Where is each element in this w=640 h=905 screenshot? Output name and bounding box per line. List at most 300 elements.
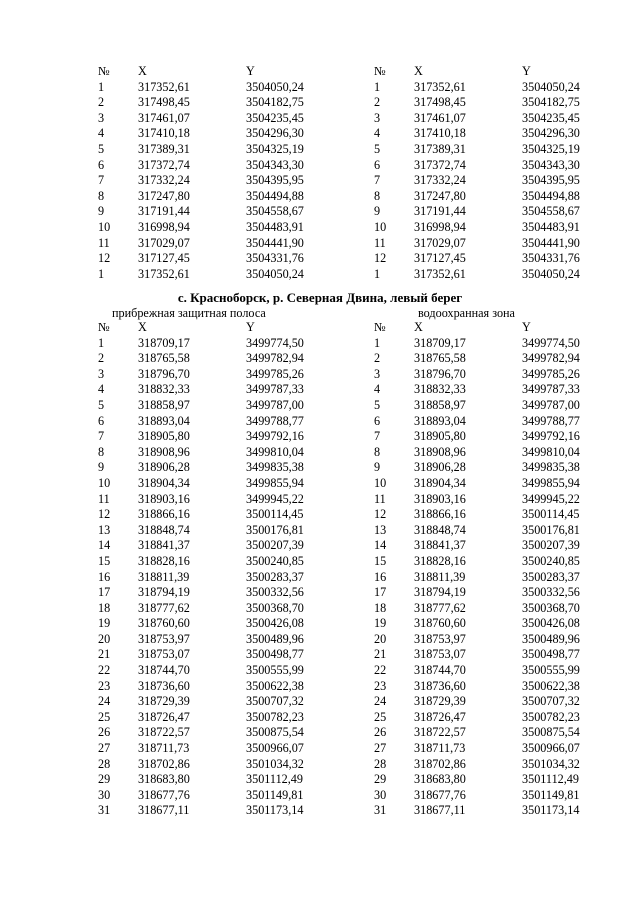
point-number: 9 <box>98 204 105 219</box>
point-number: 11 <box>374 235 386 250</box>
table-row <box>98 803 346 819</box>
point-number: 2 <box>374 95 381 110</box>
point-number: 27 <box>98 741 111 756</box>
x-coordinate: 317389,31 <box>138 141 190 156</box>
table-row <box>98 507 346 523</box>
point-number: 17 <box>98 585 111 600</box>
x-coordinate: 318858,97 <box>414 397 466 412</box>
table-row <box>374 679 622 695</box>
y-coordinate: 3500332,56 <box>522 585 580 600</box>
table-row <box>374 507 622 523</box>
point-number: 2 <box>374 351 381 366</box>
x-coordinate: 318832,33 <box>414 382 466 397</box>
y-coordinate: 3500782,23 <box>522 709 580 724</box>
table-row <box>98 414 346 430</box>
table-row <box>374 251 622 267</box>
y-coordinate: 3499810,04 <box>246 444 304 459</box>
y-coordinate: 3499788,77 <box>522 413 580 428</box>
y-coordinate: 3504343,30 <box>522 157 580 172</box>
y-coordinate: 3499810,04 <box>522 444 580 459</box>
x-coordinate: 318841,37 <box>138 538 190 553</box>
table-row <box>98 616 346 632</box>
x-coordinate: 318777,62 <box>414 600 466 615</box>
x-coordinate: 318736,60 <box>414 678 466 693</box>
y-coordinate: 3499855,94 <box>246 475 304 490</box>
x-coordinate: 318753,97 <box>414 631 466 646</box>
point-number: 18 <box>374 600 387 615</box>
header-number: № <box>98 320 110 334</box>
point-number: 25 <box>98 709 111 724</box>
y-coordinate: 3504558,67 <box>522 204 580 219</box>
point-number: 20 <box>374 631 387 646</box>
point-number: 30 <box>98 787 111 802</box>
x-coordinate: 318677,11 <box>138 803 190 818</box>
table-row <box>374 336 622 352</box>
table-row <box>374 694 622 710</box>
y-coordinate: 3500240,85 <box>246 553 304 568</box>
point-number: 4 <box>374 126 381 141</box>
point-number: 25 <box>374 709 387 724</box>
header-number: № <box>374 320 386 334</box>
header-y: Y <box>522 320 531 334</box>
y-coordinate: 3499787,33 <box>522 382 580 397</box>
left-table-subtitle: прибрежная защитная полоса <box>112 306 266 320</box>
header-x: X <box>414 320 423 334</box>
x-coordinate: 317352,61 <box>138 79 190 94</box>
x-coordinate: 318765,58 <box>138 351 190 366</box>
point-number: 7 <box>374 173 381 188</box>
x-coordinate: 316998,94 <box>138 219 190 234</box>
table-row <box>98 80 346 96</box>
header-x: X <box>138 320 147 334</box>
point-number: 13 <box>98 522 111 537</box>
table-row <box>374 601 622 617</box>
y-coordinate: 3499787,33 <box>246 382 304 397</box>
y-coordinate: 3504325,19 <box>522 141 580 156</box>
y-coordinate: 3501173,14 <box>522 803 580 818</box>
table-row <box>374 538 622 554</box>
point-number: 1 <box>98 335 105 350</box>
x-coordinate: 318903,16 <box>138 491 190 506</box>
y-coordinate: 3500966,07 <box>246 741 304 756</box>
y-coordinate: 3500966,07 <box>522 741 580 756</box>
x-coordinate: 317389,31 <box>414 141 466 156</box>
y-coordinate: 3500498,77 <box>246 647 304 662</box>
x-coordinate: 318711,73 <box>138 741 190 756</box>
point-number: 1 <box>98 79 105 94</box>
y-coordinate: 3500114,45 <box>522 507 580 522</box>
x-coordinate: 318702,86 <box>414 756 466 771</box>
x-coordinate: 317352,61 <box>414 266 466 281</box>
header-x: X <box>414 64 423 78</box>
x-coordinate: 317029,07 <box>414 235 466 250</box>
table-row <box>374 460 622 476</box>
table-row <box>98 476 346 492</box>
table-row <box>374 585 622 601</box>
point-number: 26 <box>374 725 387 740</box>
table-row <box>374 111 622 127</box>
y-coordinate: 3500875,54 <box>522 725 580 740</box>
table-row <box>98 663 346 679</box>
table-row <box>98 585 346 601</box>
y-coordinate: 3499945,22 <box>246 491 304 506</box>
y-coordinate: 3501149,81 <box>522 787 580 802</box>
y-coordinate: 3501034,32 <box>522 756 580 771</box>
x-coordinate: 318726,47 <box>414 709 466 724</box>
y-coordinate: 3500240,85 <box>522 553 580 568</box>
y-coordinate: 3500368,70 <box>522 600 580 615</box>
point-number: 16 <box>98 569 111 584</box>
table-row <box>374 523 622 539</box>
y-coordinate: 3501112,49 <box>246 772 303 787</box>
table-row <box>98 398 346 414</box>
y-coordinate: 3500176,81 <box>246 522 304 537</box>
y-coordinate: 3499945,22 <box>522 491 580 506</box>
table-row <box>374 367 622 383</box>
y-coordinate: 3504483,91 <box>246 219 304 234</box>
table-row <box>98 788 346 804</box>
table-row <box>374 414 622 430</box>
point-number: 2 <box>98 351 105 366</box>
x-coordinate: 318811,39 <box>414 569 466 584</box>
y-coordinate: 3504331,76 <box>246 251 304 266</box>
x-coordinate: 318683,80 <box>138 772 190 787</box>
point-number: 26 <box>98 725 111 740</box>
y-coordinate: 3504050,24 <box>246 266 304 281</box>
table-row <box>374 788 622 804</box>
table-row <box>98 445 346 461</box>
x-coordinate: 318841,37 <box>414 538 466 553</box>
point-number: 11 <box>98 491 110 506</box>
x-coordinate: 318677,76 <box>138 787 190 802</box>
y-coordinate: 3499855,94 <box>522 475 580 490</box>
point-number: 22 <box>98 663 111 678</box>
header-y: Y <box>522 64 531 78</box>
x-coordinate: 318903,16 <box>414 491 466 506</box>
point-number: 11 <box>98 235 110 250</box>
point-number: 5 <box>374 397 381 412</box>
x-coordinate: 317372,74 <box>414 157 466 172</box>
point-number: 6 <box>98 157 105 172</box>
x-coordinate: 318908,96 <box>414 444 466 459</box>
table-row <box>98 204 346 220</box>
x-coordinate: 318904,34 <box>414 475 466 490</box>
y-coordinate: 3504483,91 <box>522 219 580 234</box>
y-coordinate: 3500207,39 <box>246 538 304 553</box>
y-coordinate: 3504441,90 <box>522 235 580 250</box>
table-row <box>374 267 622 283</box>
x-coordinate: 317247,80 <box>414 188 466 203</box>
point-number: 20 <box>98 631 111 646</box>
point-number: 9 <box>374 204 381 219</box>
table-header-row <box>98 64 346 80</box>
point-number: 6 <box>98 413 105 428</box>
table-row <box>374 142 622 158</box>
point-number: 5 <box>374 141 381 156</box>
bottom-right-coordinate-table <box>374 320 622 819</box>
point-number: 5 <box>98 141 105 156</box>
table-row <box>98 710 346 726</box>
table-row <box>98 173 346 189</box>
x-coordinate: 318906,28 <box>138 460 190 475</box>
x-coordinate: 318760,60 <box>138 616 190 631</box>
x-coordinate: 317127,45 <box>414 251 466 266</box>
point-number: 8 <box>374 444 381 459</box>
table-row <box>374 95 622 111</box>
point-number: 24 <box>374 694 387 709</box>
y-coordinate: 3500426,08 <box>246 616 304 631</box>
point-number: 12 <box>98 251 111 266</box>
y-coordinate: 3500498,77 <box>522 647 580 662</box>
point-number: 24 <box>98 694 111 709</box>
table-row <box>98 95 346 111</box>
x-coordinate: 318796,70 <box>414 366 466 381</box>
y-coordinate: 3499785,26 <box>246 366 304 381</box>
table-row <box>98 267 346 283</box>
table-row <box>374 204 622 220</box>
x-coordinate: 317332,24 <box>138 173 190 188</box>
y-coordinate: 3499787,00 <box>522 397 580 412</box>
point-number: 9 <box>374 460 381 475</box>
table-row <box>374 757 622 773</box>
table-row <box>98 336 346 352</box>
table-row <box>98 772 346 788</box>
table-row <box>374 725 622 741</box>
y-coordinate: 3504395,95 <box>246 173 304 188</box>
table-row <box>374 158 622 174</box>
y-coordinate: 3500622,38 <box>246 678 304 693</box>
x-coordinate: 317191,44 <box>138 204 190 219</box>
y-coordinate: 3500489,96 <box>522 631 580 646</box>
y-coordinate: 3499787,00 <box>246 397 304 412</box>
right-table-subtitle: водоохранная зона <box>418 306 515 320</box>
y-coordinate: 3504296,30 <box>246 126 304 141</box>
point-number: 17 <box>374 585 387 600</box>
y-coordinate: 3504050,24 <box>246 79 304 94</box>
y-coordinate: 3499835,38 <box>246 460 304 475</box>
table-header-row <box>374 320 622 336</box>
y-coordinate: 3504395,95 <box>522 173 580 188</box>
table-row <box>98 741 346 757</box>
y-coordinate: 3499782,94 <box>246 351 304 366</box>
table-row <box>374 570 622 586</box>
y-coordinate: 3504325,19 <box>246 141 304 156</box>
table-row <box>374 710 622 726</box>
x-coordinate: 318722,57 <box>414 725 466 740</box>
x-coordinate: 318744,70 <box>414 663 466 678</box>
table-row <box>374 173 622 189</box>
x-coordinate: 318777,62 <box>138 600 190 615</box>
x-coordinate: 318828,16 <box>414 553 466 568</box>
table-row <box>374 741 622 757</box>
x-coordinate: 318709,17 <box>138 335 190 350</box>
x-coordinate: 318736,60 <box>138 678 190 693</box>
x-coordinate: 318794,19 <box>414 585 466 600</box>
x-coordinate: 318906,28 <box>414 460 466 475</box>
table-row <box>374 772 622 788</box>
point-number: 14 <box>374 538 387 553</box>
point-number: 8 <box>98 188 105 203</box>
table-row <box>98 142 346 158</box>
point-number: 10 <box>98 475 111 490</box>
y-coordinate: 3504296,30 <box>522 126 580 141</box>
x-coordinate: 317127,45 <box>138 251 190 266</box>
header-number: № <box>98 64 110 78</box>
x-coordinate: 318866,16 <box>138 507 190 522</box>
x-coordinate: 318905,80 <box>138 429 190 444</box>
point-number: 19 <box>374 616 387 631</box>
table-row <box>374 663 622 679</box>
point-number: 15 <box>374 553 387 568</box>
point-number: 12 <box>98 507 111 522</box>
x-coordinate: 317410,18 <box>414 126 466 141</box>
y-coordinate: 3504182,75 <box>522 95 580 110</box>
point-number: 10 <box>374 219 387 234</box>
y-coordinate: 3504235,45 <box>246 110 304 125</box>
y-coordinate: 3500707,32 <box>246 694 304 709</box>
x-coordinate: 318726,47 <box>138 709 190 724</box>
point-number: 28 <box>374 756 387 771</box>
table-row <box>374 803 622 819</box>
x-coordinate: 318832,33 <box>138 382 190 397</box>
point-number: 5 <box>98 397 105 412</box>
y-coordinate: 3504558,67 <box>246 204 304 219</box>
point-number: 6 <box>374 157 381 172</box>
top-left-coordinate-table <box>98 64 346 282</box>
y-coordinate: 3501149,81 <box>246 787 304 802</box>
x-coordinate: 318677,76 <box>414 787 466 802</box>
table-row <box>374 126 622 142</box>
x-coordinate: 318711,73 <box>414 741 466 756</box>
table-row <box>98 679 346 695</box>
x-coordinate: 317352,61 <box>138 266 190 281</box>
y-coordinate: 3504331,76 <box>522 251 580 266</box>
header-number: № <box>374 64 386 78</box>
point-number: 7 <box>98 429 105 444</box>
table-row <box>98 189 346 205</box>
y-coordinate: 3499782,94 <box>522 351 580 366</box>
y-coordinate: 3499835,38 <box>522 460 580 475</box>
y-coordinate: 3501173,14 <box>246 803 304 818</box>
point-number: 1 <box>374 335 381 350</box>
y-coordinate: 3500555,99 <box>246 663 304 678</box>
x-coordinate: 318722,57 <box>138 725 190 740</box>
x-coordinate: 317461,07 <box>414 110 466 125</box>
x-coordinate: 317461,07 <box>138 110 190 125</box>
point-number: 14 <box>98 538 111 553</box>
table-row <box>374 398 622 414</box>
y-coordinate: 3499792,16 <box>522 429 580 444</box>
point-number: 15 <box>98 553 111 568</box>
point-number: 12 <box>374 507 387 522</box>
y-coordinate: 3500489,96 <box>246 631 304 646</box>
x-coordinate: 317410,18 <box>138 126 190 141</box>
y-coordinate: 3500114,45 <box>246 507 304 522</box>
table-row <box>98 236 346 252</box>
header-y: Y <box>246 64 255 78</box>
point-number: 28 <box>98 756 111 771</box>
table-row <box>98 538 346 554</box>
table-row <box>98 523 346 539</box>
point-number: 11 <box>374 491 386 506</box>
y-coordinate: 3500207,39 <box>522 538 580 553</box>
y-coordinate: 3504494,88 <box>522 188 580 203</box>
point-number: 3 <box>374 110 381 125</box>
header-x: X <box>138 64 147 78</box>
y-coordinate: 3501112,49 <box>522 772 579 787</box>
point-number: 2 <box>98 95 105 110</box>
table-row <box>374 189 622 205</box>
table-row <box>374 80 622 96</box>
y-coordinate: 3504235,45 <box>522 110 580 125</box>
point-number: 31 <box>374 803 387 818</box>
x-coordinate: 318828,16 <box>138 553 190 568</box>
x-coordinate: 318848,74 <box>138 522 190 537</box>
y-coordinate: 3501034,32 <box>246 756 304 771</box>
table-row <box>98 351 346 367</box>
point-number: 4 <box>98 126 105 141</box>
table-row <box>374 647 622 663</box>
y-coordinate: 3499792,16 <box>246 429 304 444</box>
x-coordinate: 318753,97 <box>138 631 190 646</box>
y-coordinate: 3500622,38 <box>522 678 580 693</box>
y-coordinate: 3500555,99 <box>522 663 580 678</box>
x-coordinate: 318893,04 <box>414 413 466 428</box>
y-coordinate: 3499774,50 <box>522 335 580 350</box>
y-coordinate: 3499788,77 <box>246 413 304 428</box>
point-number: 6 <box>374 413 381 428</box>
point-number: 29 <box>374 772 387 787</box>
point-number: 18 <box>98 600 111 615</box>
section-title: с. Красноборск, р. Северная Двина, левый берег <box>177 290 463 305</box>
y-coordinate: 3500782,23 <box>246 709 304 724</box>
table-row <box>98 632 346 648</box>
x-coordinate: 318796,70 <box>138 366 190 381</box>
x-coordinate: 317372,74 <box>138 157 190 172</box>
table-row <box>374 445 622 461</box>
point-number: 3 <box>98 110 105 125</box>
point-number: 22 <box>374 663 387 678</box>
x-coordinate: 317332,24 <box>414 173 466 188</box>
y-coordinate: 3499774,50 <box>246 335 304 350</box>
point-number: 10 <box>374 475 387 490</box>
x-coordinate: 318858,97 <box>138 397 190 412</box>
x-coordinate: 318794,19 <box>138 585 190 600</box>
table-row <box>374 351 622 367</box>
point-number: 30 <box>374 787 387 802</box>
table-row <box>374 429 622 445</box>
x-coordinate: 318744,70 <box>138 663 190 678</box>
y-coordinate: 3504441,90 <box>246 235 304 250</box>
x-coordinate: 317247,80 <box>138 188 190 203</box>
point-number: 1 <box>374 266 381 281</box>
point-number: 3 <box>374 366 381 381</box>
table-row <box>374 616 622 632</box>
table-row <box>98 725 346 741</box>
x-coordinate: 318760,60 <box>414 616 466 631</box>
table-row <box>98 220 346 236</box>
x-coordinate: 318729,39 <box>414 694 466 709</box>
y-coordinate: 3504343,30 <box>246 157 304 172</box>
table-row <box>98 126 346 142</box>
point-number: 19 <box>98 616 111 631</box>
table-row <box>98 554 346 570</box>
point-number: 31 <box>98 803 111 818</box>
table-row <box>98 111 346 127</box>
point-number: 4 <box>374 382 381 397</box>
y-coordinate: 3504182,75 <box>246 95 304 110</box>
x-coordinate: 317191,44 <box>414 204 466 219</box>
